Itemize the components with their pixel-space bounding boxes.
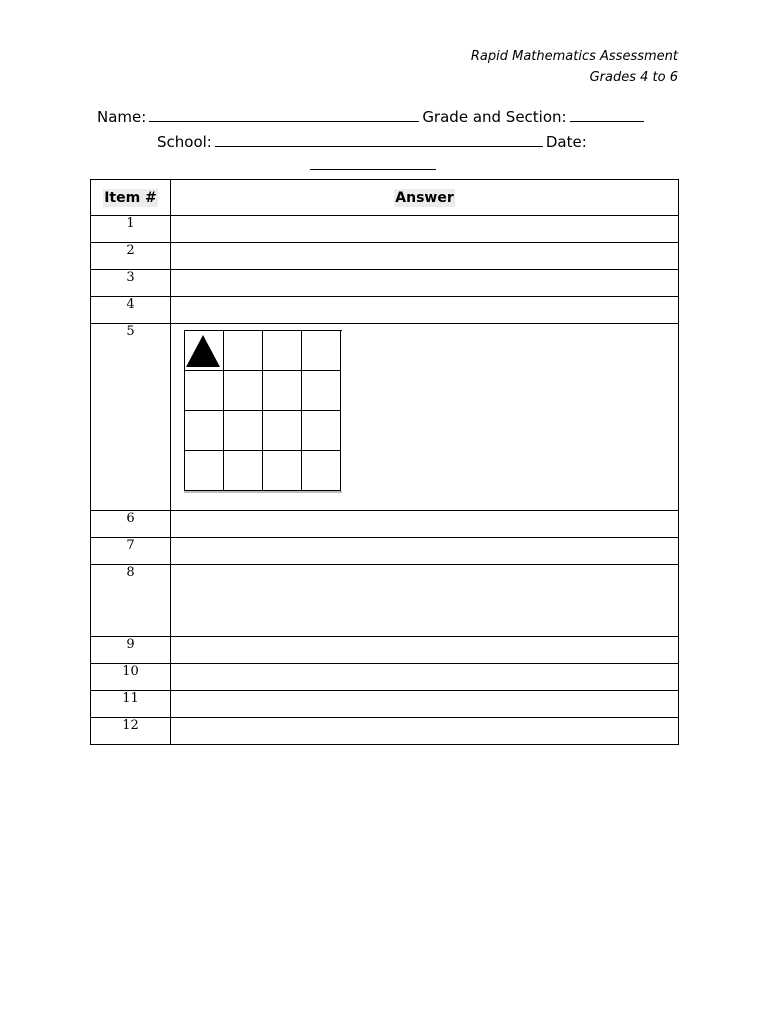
item-number: 10 <box>91 664 171 691</box>
answer-cell[interactable] <box>171 270 679 297</box>
grid-cell[interactable] <box>185 371 224 411</box>
name-label: Name: <box>97 108 147 126</box>
answer-cell[interactable] <box>171 297 679 324</box>
name-grade-line <box>97 107 647 126</box>
answer-cell[interactable] <box>171 538 679 565</box>
answer-cell[interactable] <box>171 216 679 243</box>
table-row <box>91 691 679 718</box>
grid-cell[interactable] <box>302 371 341 411</box>
grid-cell[interactable] <box>185 411 224 451</box>
table-row <box>91 216 679 243</box>
school-label: School: <box>157 133 212 151</box>
answer-grid <box>184 330 342 491</box>
item-number: 9 <box>91 637 171 664</box>
answer-cell[interactable] <box>171 324 679 511</box>
grid-cell[interactable] <box>302 331 341 371</box>
grid-cell[interactable] <box>185 451 224 491</box>
date-label: Date: <box>545 133 587 151</box>
triangle-icon <box>186 335 220 367</box>
school-blank[interactable] <box>215 132 543 147</box>
grid-cell[interactable] <box>263 331 302 371</box>
date-blank-line <box>310 155 436 174</box>
grid-cell[interactable] <box>224 411 263 451</box>
item-number: 3 <box>91 270 171 297</box>
assessment-header <box>471 46 678 88</box>
grade-section-label: Grade and Section: <box>422 108 567 126</box>
grid-cell[interactable] <box>224 451 263 491</box>
grid-cell[interactable] <box>185 331 224 371</box>
table-row <box>91 637 679 664</box>
table-row <box>91 511 679 538</box>
assessment-title: Rapid Mathematics Assessment <box>470 49 678 64</box>
item-number: 6 <box>91 511 171 538</box>
table-row <box>91 243 679 270</box>
table-row <box>91 270 679 297</box>
answer-cell[interactable] <box>171 511 679 538</box>
grade-section-blank[interactable] <box>570 107 644 122</box>
table-row <box>91 718 679 745</box>
item-number: 5 <box>91 324 171 511</box>
item-column-header: Item # <box>91 180 171 216</box>
answer-cell[interactable] <box>171 691 679 718</box>
answer-table <box>90 179 679 745</box>
item-number: 1 <box>91 216 171 243</box>
item-number: 2 <box>91 243 171 270</box>
grid-cell[interactable] <box>302 451 341 491</box>
grid-cell[interactable] <box>224 331 263 371</box>
grid-cell[interactable] <box>263 371 302 411</box>
grid-cell[interactable] <box>302 411 341 451</box>
grid-cell[interactable] <box>263 451 302 491</box>
table-row <box>91 538 679 565</box>
date-blank[interactable] <box>310 155 436 170</box>
school-date-line <box>157 132 587 151</box>
answer-cell[interactable] <box>171 565 679 637</box>
table-row <box>91 664 679 691</box>
item-number: 11 <box>91 691 171 718</box>
item-number: 12 <box>91 718 171 745</box>
item-number: 8 <box>91 565 171 637</box>
answer-cell[interactable] <box>171 637 679 664</box>
table-row <box>91 324 679 511</box>
answer-cell[interactable] <box>171 664 679 691</box>
item-number: 4 <box>91 297 171 324</box>
item-number: 7 <box>91 538 171 565</box>
grade-range: Grades 4 to 6 <box>589 70 678 85</box>
table-row <box>91 565 679 637</box>
answer-cell[interactable] <box>171 718 679 745</box>
table-row <box>91 297 679 324</box>
answer-column-header: Answer <box>171 180 679 216</box>
name-blank[interactable] <box>149 107 419 122</box>
grid-cell[interactable] <box>263 411 302 451</box>
table-header-row <box>91 180 679 216</box>
answer-cell[interactable] <box>171 243 679 270</box>
grid-cell[interactable] <box>224 371 263 411</box>
